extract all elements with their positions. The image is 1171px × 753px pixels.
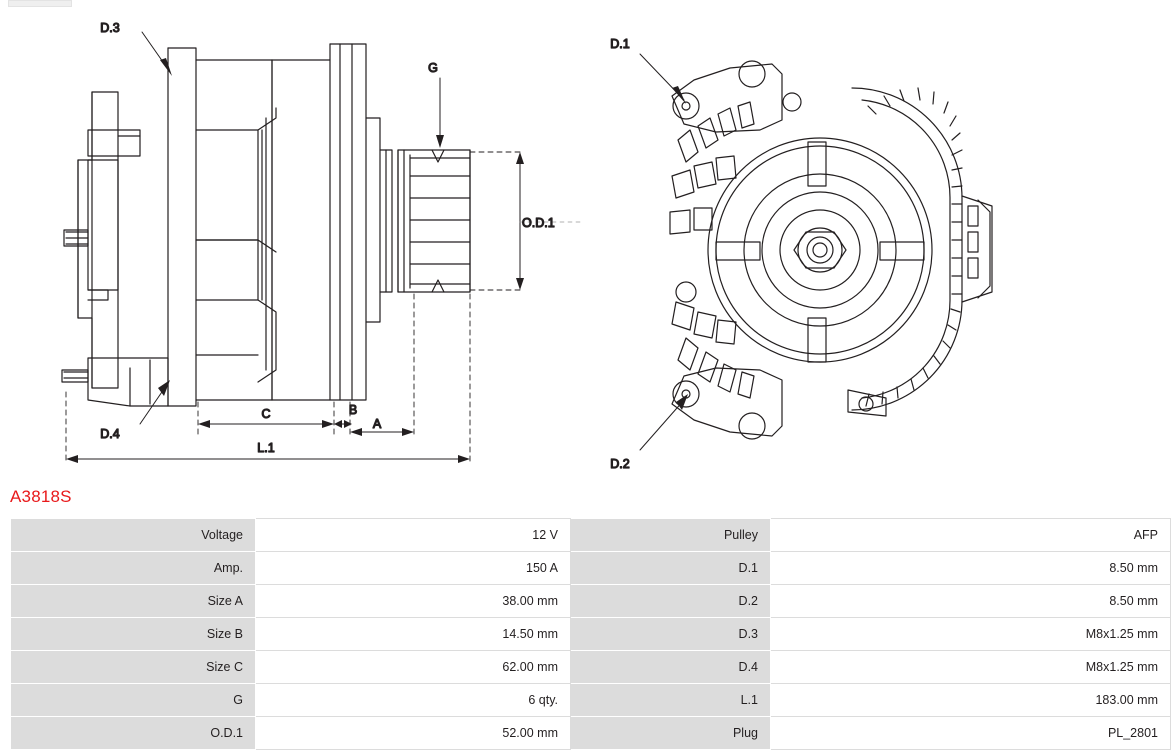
spec-value: M8x1.25 mm [771,618,1171,651]
spec-value: 14.50 mm [256,618,571,651]
spec-label: Size B [11,618,256,651]
spec-label: G [11,684,256,717]
table-row [11,717,1171,750]
label-a: A [372,417,382,431]
spec-value: AFP [771,519,1171,552]
spec-value: PL_2801 [771,717,1171,750]
spec-value: 8.50 mm [771,585,1171,618]
label-b: B [348,403,358,417]
spec-label: Size A [11,585,256,618]
spec-value: 183.00 mm [771,684,1171,717]
label-d3: D.3 [100,21,120,35]
table-row [11,552,1171,585]
spec-value: 150 A [256,552,571,585]
spec-label: O.D.1 [11,717,256,750]
label-od1: O.D.1 [522,216,555,230]
label-d2-front: D.2 [610,457,630,471]
table-row [11,684,1171,717]
part-number: A3818S [10,487,72,506]
spec-table-body [11,519,1171,750]
table-row [11,585,1171,618]
spec-label: D.1 [571,552,771,585]
spec-label: Voltage [11,519,256,552]
specifications-table [10,518,1171,750]
label-c: C [261,407,271,421]
label-d1-front: D.1 [610,37,630,51]
label-l1: L.1 [257,441,275,455]
spec-label: Size C [11,651,256,684]
spec-value: 38.00 mm [256,585,571,618]
spec-value: 52.00 mm [256,717,571,750]
spec-label: D.4 [571,651,771,684]
table-row [11,519,1171,552]
spec-label: Plug [571,717,771,750]
spec-value: M8x1.25 mm [771,651,1171,684]
label-d4: D.4 [100,427,120,441]
spec-value: 12 V [256,519,571,552]
spec-value: 62.00 mm [256,651,571,684]
table-row [11,651,1171,684]
spec-label: Amp. [11,552,256,585]
spec-label: D.3 [571,618,771,651]
spec-value: 6 qty. [256,684,571,717]
table-row [11,618,1171,651]
spec-value: 8.50 mm [771,552,1171,585]
label-g: G [428,61,438,75]
spec-label: D.2 [571,585,771,618]
spec-label: Pulley [571,519,771,552]
spec-label: L.1 [571,684,771,717]
